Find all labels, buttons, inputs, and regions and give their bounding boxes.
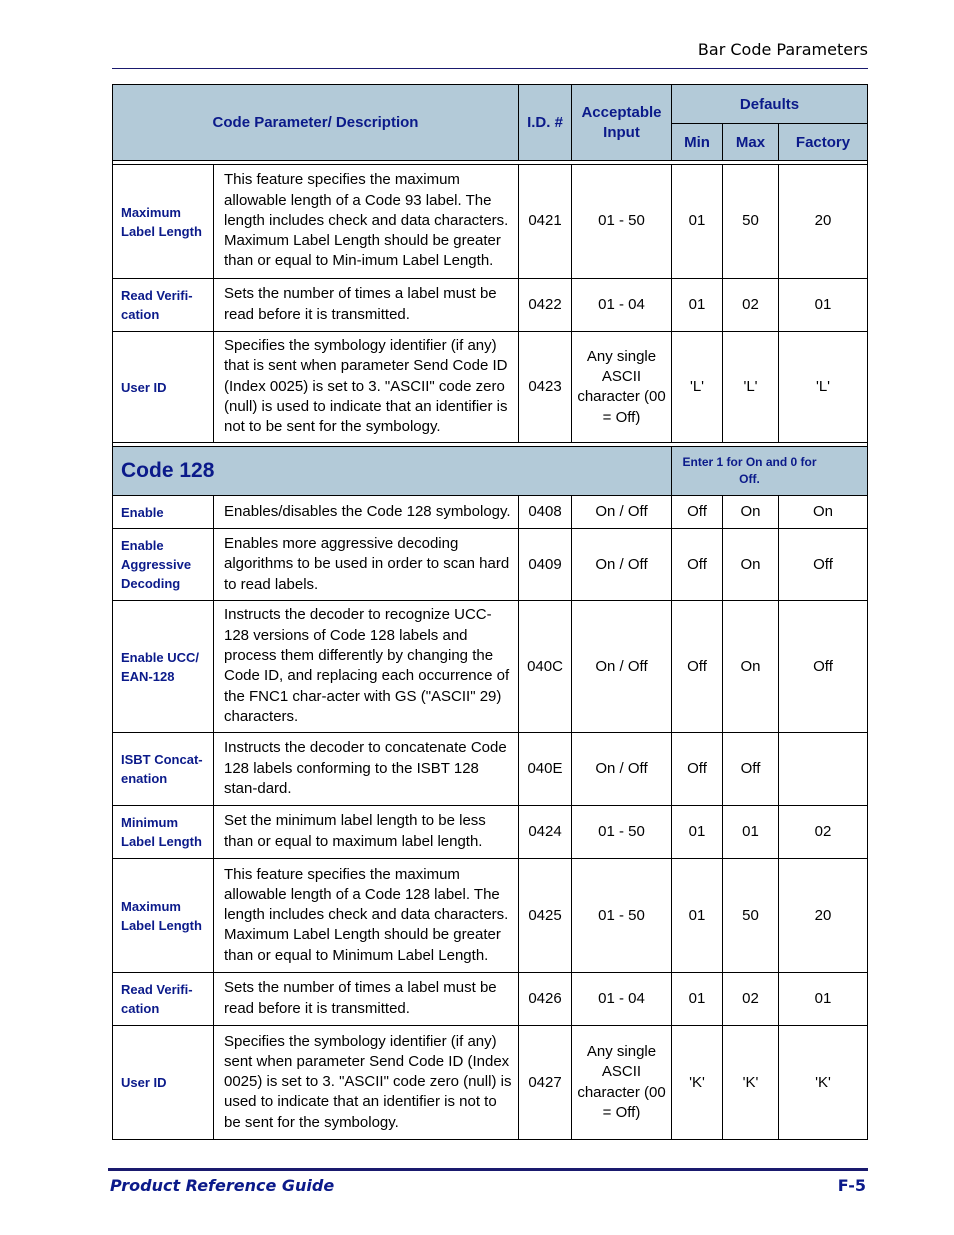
default-min: Off xyxy=(672,733,723,806)
col-header-id: I.D. # xyxy=(519,85,572,161)
acceptable-input: 01 - 50 xyxy=(572,859,672,973)
parameter-name: ISBT Concat-enation xyxy=(113,733,214,806)
table-row xyxy=(113,601,868,733)
section-title: Code 128 xyxy=(113,447,672,496)
default-max: 'L' xyxy=(723,332,779,443)
parameter-id: 0409 xyxy=(519,529,572,601)
section-note: Enter 1 for On and 0 for Off. xyxy=(672,447,868,496)
default-max: 'K' xyxy=(723,1026,779,1140)
parameter-description: Sets the number of times a label must be read before it is transmitted. xyxy=(214,973,519,1026)
default-max: 50 xyxy=(723,165,779,279)
footer-page-number: F-5 xyxy=(837,1176,866,1195)
running-header-title: Bar Code Parameters xyxy=(697,40,868,59)
parameter-name: Enable Aggressive Decoding xyxy=(113,529,214,601)
default-max: On xyxy=(723,601,779,733)
acceptable-input: On / Off xyxy=(572,601,672,733)
table-row xyxy=(113,733,868,806)
default-factory: 'K' xyxy=(779,1026,868,1140)
parameter-name: Read Verifi-cation xyxy=(113,973,214,1026)
code93-rows xyxy=(113,165,868,443)
table-row xyxy=(113,806,868,859)
default-factory xyxy=(779,733,868,806)
code128-rows xyxy=(113,496,868,1140)
default-factory: 01 xyxy=(779,973,868,1026)
default-factory: 02 xyxy=(779,806,868,859)
parameter-description: Enables more aggressive decoding algorithms to be used in order to scan hard to read labels. xyxy=(214,529,519,601)
default-min: 01 xyxy=(672,806,723,859)
table-row xyxy=(113,529,868,601)
acceptable-input: 01 - 50 xyxy=(572,806,672,859)
table-row xyxy=(113,332,868,443)
default-max: On xyxy=(723,496,779,529)
col-header-min: Min xyxy=(672,124,723,161)
page-header xyxy=(112,38,868,69)
default-factory: On xyxy=(779,496,868,529)
default-factory: 20 xyxy=(779,165,868,279)
default-min: 'K' xyxy=(672,1026,723,1140)
default-max: On xyxy=(723,529,779,601)
parameter-id: 0421 xyxy=(519,165,572,279)
parameter-id: 040C xyxy=(519,601,572,733)
parameter-id: 0423 xyxy=(519,332,572,443)
table-row xyxy=(113,279,868,332)
col-header-max: Max xyxy=(723,124,779,161)
parameter-name: User ID xyxy=(113,332,214,443)
acceptable-input: Any single ASCII character (00 = Off) xyxy=(572,332,672,443)
default-factory: 'L' xyxy=(779,332,868,443)
parameter-id: 0427 xyxy=(519,1026,572,1140)
parameter-id: 0424 xyxy=(519,806,572,859)
default-factory: Off xyxy=(779,601,868,733)
parameter-id: 040E xyxy=(519,733,572,806)
parameter-description: Set the minimum label length to be less than or equal to maximum label length. xyxy=(214,806,519,859)
parameter-id: 0422 xyxy=(519,279,572,332)
parameter-id: 0426 xyxy=(519,973,572,1026)
col-header-description: Code Parameter/ Description xyxy=(113,85,519,161)
default-min: 01 xyxy=(672,279,723,332)
default-factory: 01 xyxy=(779,279,868,332)
default-min: 01 xyxy=(672,165,723,279)
table-row xyxy=(113,496,868,529)
parameter-description: This feature specifies the maximum allowable length of a Code 128 label. The length includes check and data characters. Maximum Label Length should be greater than or equal to Minimum Label Length. xyxy=(214,859,519,973)
parameter-description: Specifies the symbology identifier (if any) that is sent when parameter Send Code ID (Index 0025) is set to 3. "ASCII" code zero (null) is used to indicate that an identifier is not to be sent for the symbology. xyxy=(214,332,519,443)
acceptable-input: 01 - 04 xyxy=(572,973,672,1026)
parameter-description: Sets the number of times a label must be read before it is transmitted. xyxy=(214,279,519,332)
acceptable-input: On / Off xyxy=(572,496,672,529)
default-max: 02 xyxy=(723,973,779,1026)
col-header-defaults: Defaults xyxy=(672,85,868,124)
code128-section xyxy=(113,443,868,496)
parameter-name: Enable UCC/ EAN-128 xyxy=(113,601,214,733)
parameter-description: Instructs the decoder to concatenate Code 128 labels conforming to the ISBT 128 stan-dard. xyxy=(214,733,519,806)
parameter-description: Instructs the decoder to recognize UCC-128 versions of Code 128 labels and process them differently by changing the Code ID, and replacing each occurrence of the FNC1 char-acter with GS ("ASCII" 29) characters. xyxy=(214,601,519,733)
default-min: Off xyxy=(672,496,723,529)
acceptable-input: 01 - 04 xyxy=(572,279,672,332)
parameter-description: Enables/disables the Code 128 symbology. xyxy=(214,496,519,529)
acceptable-input: On / Off xyxy=(572,733,672,806)
parameter-description: Specifies the symbology identifier (if any) sent when parameter Send Code ID (Index 0025) is set to 3. "ASCII" code zero (null) is used to indicate that an identifier is not to be sent for the symbology. xyxy=(214,1026,519,1140)
table-row xyxy=(113,973,868,1026)
parameter-id: 0425 xyxy=(519,859,572,973)
default-max: 02 xyxy=(723,279,779,332)
footer-guide-title: Product Reference Guide xyxy=(110,1176,335,1195)
default-max: 50 xyxy=(723,859,779,973)
acceptable-input: 01 - 50 xyxy=(572,165,672,279)
parameter-name: Read Verifi-cation xyxy=(113,279,214,332)
col-header-factory: Factory xyxy=(779,124,868,161)
parameter-name: Maximum Label Length xyxy=(113,165,214,279)
acceptable-input: Any single ASCII character (00 = Off) xyxy=(572,1026,672,1140)
parameter-name: Enable xyxy=(113,496,214,529)
table-row xyxy=(113,859,868,973)
table-row xyxy=(113,1026,868,1140)
col-header-acceptable-input: Acceptable Input xyxy=(572,85,672,161)
default-factory: Off xyxy=(779,529,868,601)
default-factory: 20 xyxy=(779,859,868,973)
page-footer xyxy=(108,1168,868,1201)
parameters-table xyxy=(112,84,868,1140)
default-max: 01 xyxy=(723,806,779,859)
default-min: 'L' xyxy=(672,332,723,443)
default-min: Off xyxy=(672,601,723,733)
parameter-description: This feature specifies the maximum allowable length of a Code 93 label. The length includes check and data characters. Maximum Label Length should be greater than or equal to Min-imum Label Length. xyxy=(214,165,519,279)
parameter-name: Maximum Label Length xyxy=(113,859,214,973)
acceptable-input: On / Off xyxy=(572,529,672,601)
default-min: Off xyxy=(672,529,723,601)
default-max: Off xyxy=(723,733,779,806)
parameter-id: 0408 xyxy=(519,496,572,529)
parameter-name: User ID xyxy=(113,1026,214,1140)
parameter-name: Minimum Label Length xyxy=(113,806,214,859)
table-row xyxy=(113,165,868,279)
default-min: 01 xyxy=(672,973,723,1026)
default-min: 01 xyxy=(672,859,723,973)
